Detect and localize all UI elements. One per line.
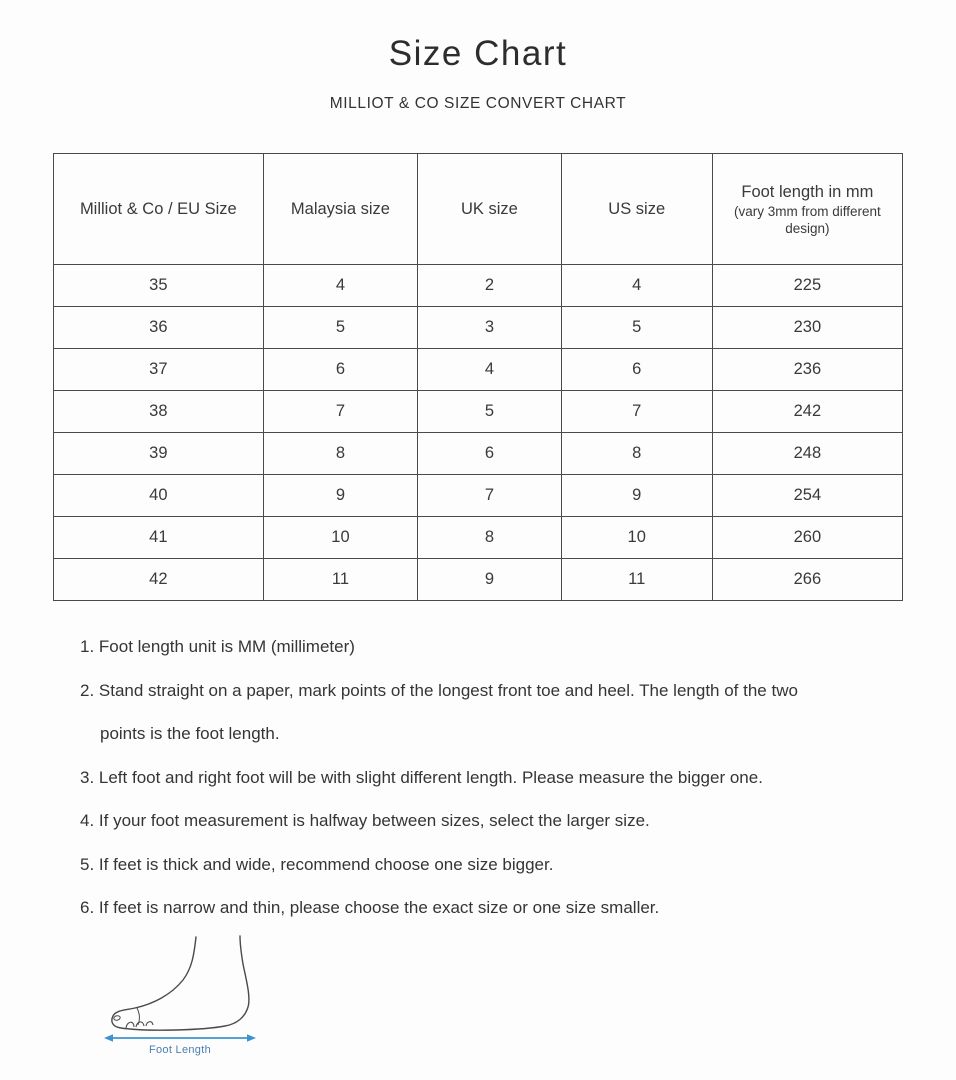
- toe-3: [136, 1021, 144, 1026]
- size-cell: 248: [712, 433, 902, 475]
- table-row: [54, 559, 903, 601]
- foot-length-header-main: Foot length in mm: [741, 182, 874, 201]
- size-cell: 7: [561, 391, 712, 433]
- table-row: [54, 307, 903, 349]
- size-cell: 35: [54, 265, 264, 307]
- size-cell: 9: [418, 559, 561, 601]
- size-cell: 37: [54, 349, 264, 391]
- size-cell: 266: [712, 559, 902, 601]
- column-header-uk-size: UK size: [418, 154, 561, 265]
- size-cell: 42: [54, 559, 264, 601]
- table-row: [54, 349, 903, 391]
- size-cell: 8: [263, 433, 418, 475]
- size-convert-table: [53, 153, 903, 601]
- header-row: [54, 154, 903, 265]
- table-row: [54, 475, 903, 517]
- size-cell: 225: [712, 265, 902, 307]
- size-cell: 2: [418, 265, 561, 307]
- size-cell: 230: [712, 307, 902, 349]
- size-cell: 40: [54, 475, 264, 517]
- table-row: [54, 265, 903, 307]
- foot-measurement-diagram: [104, 931, 256, 1056]
- table-row: [54, 433, 903, 475]
- size-cell: 3: [418, 307, 561, 349]
- size-cell: 38: [54, 391, 264, 433]
- foot-illustration-icon: [104, 931, 256, 1043]
- size-cell: 4: [418, 349, 561, 391]
- foot-outline: [112, 936, 249, 1030]
- note-2: 2. Stand straight on a paper, mark points of the longest front toe and heel. The length of the two: [80, 680, 798, 700]
- note-3: 3. Left foot and right foot will be with slight different length. Please measure the bigger one.: [80, 767, 763, 787]
- size-cell: 11: [561, 559, 712, 601]
- column-header-foot-length: [712, 154, 902, 265]
- size-cell: 6: [561, 349, 712, 391]
- size-cell: 5: [263, 307, 418, 349]
- arrow-right-head: [247, 1034, 256, 1042]
- table-row: [54, 517, 903, 559]
- size-cell: 7: [263, 391, 418, 433]
- size-cell: 36: [54, 307, 264, 349]
- note-2-continuation: points is the foot length.: [100, 724, 280, 743]
- table-row: [54, 391, 903, 433]
- page-title: Size Chart: [388, 34, 568, 73]
- page-subtitle: MILLIOT & CO SIZE CONVERT CHART: [329, 95, 627, 112]
- size-cell: 6: [418, 433, 561, 475]
- size-cell: 6: [263, 349, 418, 391]
- measurement-notes: [80, 637, 940, 919]
- size-cell: 254: [712, 475, 902, 517]
- size-cell: 11: [263, 559, 418, 601]
- column-header-malaysia-size: Malaysia size: [263, 154, 418, 265]
- size-table-header: [54, 154, 903, 265]
- note-1: 1. Foot length unit is MM (millimeter): [80, 637, 355, 656]
- size-cell: 8: [561, 433, 712, 475]
- size-cell: 4: [561, 265, 712, 307]
- toe-4: [146, 1021, 153, 1025]
- size-cell: 5: [418, 391, 561, 433]
- size-cell: 8: [418, 517, 561, 559]
- note-6: 6. If feet is narrow and thin, please choose the exact size or one size smaller.: [80, 898, 660, 917]
- size-cell: 260: [712, 517, 902, 559]
- arrow-left-head: [104, 1034, 113, 1042]
- note-5: 5. If feet is thick and wide, recommend choose one size bigger.: [80, 854, 554, 874]
- column-header-eu-size: Milliot & Co / EU Size: [54, 154, 264, 265]
- size-cell: 242: [712, 391, 902, 433]
- note-4: 4. If your foot measurement is halfway between sizes, select the larger size.: [80, 811, 650, 830]
- size-cell: 10: [263, 517, 418, 559]
- size-cell: 39: [54, 433, 264, 475]
- size-cell: 236: [712, 349, 902, 391]
- size-cell: 9: [263, 475, 418, 517]
- big-toe-nail: [113, 1015, 120, 1021]
- size-cell: 7: [418, 475, 561, 517]
- size-cell: 9: [561, 475, 712, 517]
- size-cell: 41: [54, 517, 264, 559]
- size-cell: 10: [561, 517, 712, 559]
- size-cell: 4: [263, 265, 418, 307]
- size-table-body: [54, 265, 903, 601]
- size-cell: 5: [561, 307, 712, 349]
- toe-2: [126, 1022, 134, 1028]
- column-header-us-size: US size: [561, 154, 712, 265]
- foot-length-label: Foot Length: [148, 1043, 211, 1056]
- foot-length-header-note: (vary 3mm from different design): [733, 203, 881, 236]
